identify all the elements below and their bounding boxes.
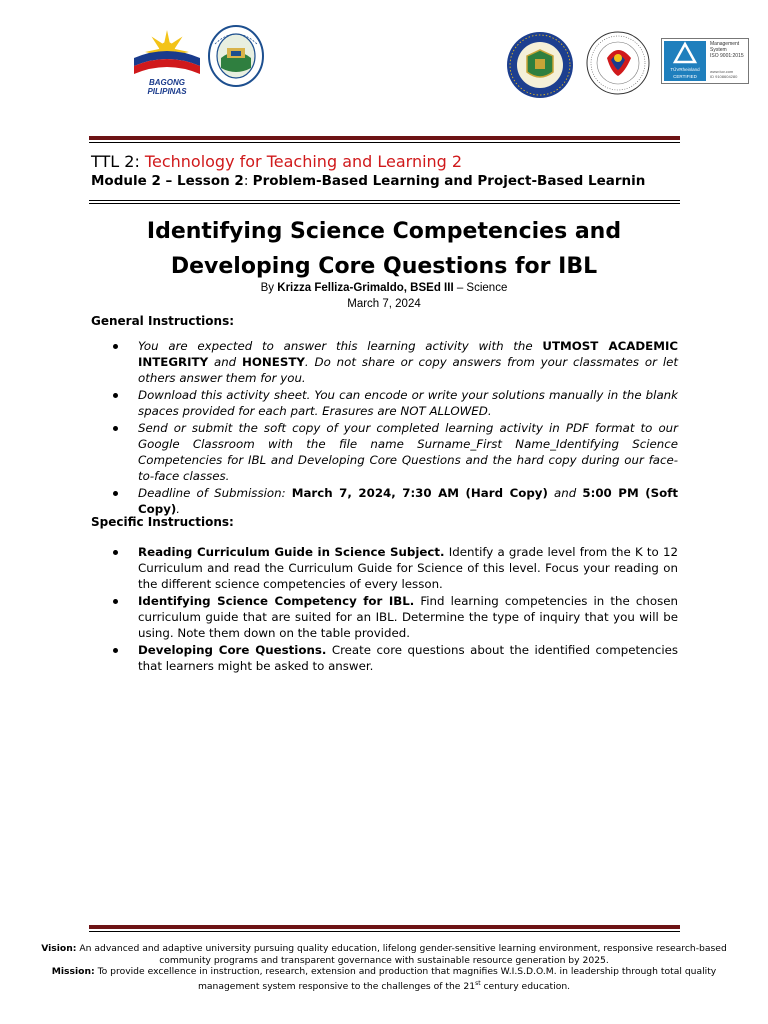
module-label: Module 2 – Lesson 2	[91, 173, 244, 189]
tuv-label-management: Management	[710, 41, 740, 47]
tuv-iso-certification-badge	[661, 38, 749, 84]
footer-divider-thick	[89, 925, 680, 929]
bullet-icon	[113, 599, 118, 604]
mission-statement: Mission: To provide excellence in instruction, research, extension and production that magnifies W.I.S.D.O.M. in leadership through total quality management system responsive to the challenges of the 21st century education.	[51, 966, 717, 992]
tuv-id: ID 9108604280	[710, 74, 738, 79]
specific-instructions-list	[113, 544, 678, 674]
lesson-title: Problem-Based Learning and Project-Based Learnin	[252, 173, 646, 189]
header-divider-thin	[89, 142, 680, 143]
bullet-icon	[113, 344, 118, 349]
vision-label: Vision:	[41, 943, 77, 954]
document-date: March 7, 2024	[347, 298, 421, 310]
course-divider-bottom	[89, 203, 680, 204]
bullet-icon	[113, 648, 118, 653]
general-instructions-list	[113, 338, 678, 517]
bagong-pilipinas-caption: BAGONG PILIPINAS	[147, 78, 187, 96]
course-code: TTL 2:	[91, 152, 145, 171]
author-line: By Krizza Felliza-Grimaldo, BSEd III – Science	[260, 282, 508, 294]
list-item: Send or submit the soft copy of your completed learning activity in PDF format to our Google Classroom with the file name Surname_First Name_Identifying Science Competencies for IBL and Developing Core Questions and the hard copy during our face-to-face classes.	[113, 420, 678, 484]
bagong-pilipinas-logo	[130, 28, 204, 96]
tuv-url: www.tuv.com	[710, 69, 734, 74]
bullet-icon	[113, 491, 118, 496]
bullet-icon	[113, 426, 118, 431]
tuv-logo-panel	[664, 41, 706, 81]
list-item: You are expected to answer this learning activity with the UTMOST ACADEMIC INTEGRITY and HONESTY. Do not share or copy answers from your classmates or let others answer them for you.	[113, 338, 678, 386]
tuv-triangle-icon	[664, 41, 706, 67]
document-title-line-1: Identifying Science Competencies and	[146, 219, 622, 244]
specific-instructions-heading: Specific Instructions:	[91, 515, 234, 529]
tuv-label-iso: ISO 9001:2015	[710, 53, 744, 59]
module-lesson-line: Module 2 – Lesson 2: Problem-Based Learning and Project-Based Learnin	[91, 173, 646, 189]
vision-statement: Vision: An advanced and adaptive university pursuing quality education, lifelong gender-sensitive learning environment, responsive research-based community programs and transparent governance with sustainable resource generation by 2025.	[41, 943, 727, 966]
philippine-quality-award-seal	[585, 28, 651, 98]
footer-divider-thin	[89, 931, 680, 932]
marinduque-state-college-seal	[207, 24, 265, 88]
general-instructions-heading: General Instructions:	[91, 314, 235, 328]
course-divider-top	[89, 200, 680, 201]
header-divider-thick	[89, 136, 680, 140]
list-item: Developing Core Questions. Create core questions about the identified competencies that learners might be asked to answer.	[113, 642, 678, 674]
mission-label: Mission:	[51, 966, 95, 977]
author-name: Krizza Felliza-Grimaldo, BSEd III	[277, 282, 454, 294]
bullet-icon	[113, 550, 118, 555]
course-name: Technology for Teaching and Learning 2	[144, 152, 463, 171]
list-item: Reading Curriculum Guide in Science Subject. Identify a grade level from the K to 12 Curriculum and read the Curriculum Guide for Science of this level. Focus your reading on the different science competencies of every lesson.	[113, 544, 678, 592]
bagong-pilipinas-emblem	[130, 28, 204, 78]
bullet-icon	[113, 393, 118, 398]
tuv-label-system: System	[710, 47, 727, 53]
tuv-brand: TÜVRheinland	[670, 67, 700, 72]
list-item: Deadline of Submission: March 7, 2024, 7:30 AM (Hard Copy) and 5:00 PM (Soft Copy).	[113, 485, 678, 517]
list-item: Download this activity sheet. You can encode or write your solutions manually in the blank spaces provided for each part. Erasures are NOT ALLOWED.	[113, 387, 678, 419]
document-title-line-2: Developing Core Questions for IBL	[170, 254, 598, 279]
tuv-certified: CERTIFIED	[673, 74, 697, 79]
course-title	[91, 152, 462, 171]
university-seal	[505, 30, 575, 100]
list-item: Identifying Science Competency for IBL. Find learning competencies in the chosen curriculum guide that are suited for an IBL. Determine the type of inquiry that you will be using. Note them down on the table provided.	[113, 593, 678, 641]
